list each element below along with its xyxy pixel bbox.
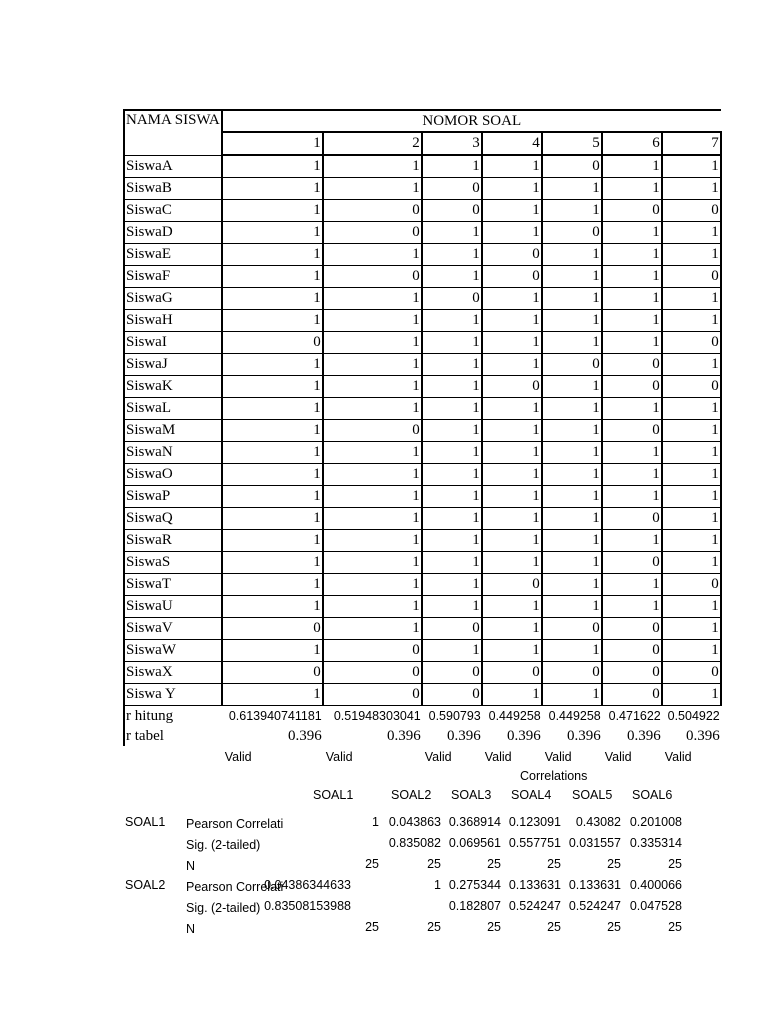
- score-cell: 1: [602, 464, 662, 486]
- correlation-column-header: SOAL2: [391, 788, 432, 802]
- score-cell: 1: [482, 596, 542, 618]
- score-cell: 1: [542, 332, 602, 354]
- student-name: SiswaN: [124, 442, 222, 464]
- score-cell: 1: [602, 332, 662, 354]
- score-cell: 1: [662, 354, 721, 376]
- r-hitung-value: 0.504922: [667, 708, 720, 723]
- score-cell: 1: [662, 596, 721, 618]
- score-cell: 0: [542, 155, 602, 178]
- score-cell: 1: [542, 442, 602, 464]
- correlation-value: 0.133631: [508, 878, 561, 892]
- question-number-header: 1: [222, 132, 323, 155]
- correlation-value: 0.557751: [508, 836, 561, 850]
- score-cell: 0: [602, 200, 662, 222]
- r-tabel-value: 0.396: [507, 727, 541, 744]
- score-cell: 1: [422, 464, 482, 486]
- score-cell: 0: [602, 508, 662, 530]
- score-cell: 0: [422, 618, 482, 640]
- r-tabel-value: 0.396: [567, 727, 601, 744]
- r-hitung-value: 0.449258: [548, 708, 601, 723]
- question-number-header: 6: [602, 132, 662, 155]
- score-cell: 1: [542, 310, 602, 332]
- correlation-value: 0.335314: [629, 836, 682, 850]
- score-cell: 0: [662, 376, 721, 398]
- score-cell: 1: [602, 486, 662, 508]
- score-cell: 0: [222, 618, 323, 640]
- score-cell: 1: [422, 442, 482, 464]
- correlation-value: 0.133631: [568, 878, 621, 892]
- score-cell: 1: [542, 178, 602, 200]
- correlation-stat-label: N: [186, 859, 196, 873]
- student-name: SiswaP: [124, 486, 222, 508]
- score-cell: 1: [422, 596, 482, 618]
- score-cell: 1: [422, 244, 482, 266]
- r-hitung-value: 0.613940741181: [228, 708, 322, 723]
- score-cell: 1: [222, 442, 323, 464]
- score-cell: 0: [662, 662, 721, 684]
- score-cell: 1: [662, 464, 721, 486]
- score-cell: 1: [422, 332, 482, 354]
- correlation-value: 25: [668, 857, 682, 871]
- correlation-column-header: SOAL6: [632, 788, 673, 802]
- score-cell: 1: [422, 376, 482, 398]
- student-name: Siswa Y: [124, 684, 222, 706]
- correlation-value: 25: [365, 857, 379, 871]
- score-cell: 1: [422, 508, 482, 530]
- score-cell: 0: [323, 222, 422, 244]
- r-tabel-value: 0.396: [387, 727, 421, 744]
- score-cell: 0: [602, 420, 662, 442]
- correlation-stat-label: Pearson Correlati: [186, 880, 284, 894]
- r-tabel-value: 0.396: [447, 727, 481, 744]
- correlation-value: 25: [365, 920, 379, 934]
- score-cell: 1: [662, 178, 721, 200]
- question-number-header: 5: [542, 132, 602, 155]
- student-name: SiswaQ: [124, 508, 222, 530]
- score-cell: 1: [602, 178, 662, 200]
- score-cell: 1: [482, 332, 542, 354]
- score-cell: 1: [662, 530, 721, 552]
- validity-status: Valid: [604, 749, 632, 764]
- correlation-value: 25: [487, 920, 501, 934]
- question-number-header: 3: [422, 132, 482, 155]
- score-cell: 1: [662, 684, 721, 706]
- score-cell: 0: [422, 200, 482, 222]
- score-cell: 1: [323, 596, 422, 618]
- correlation-value: 0.83508153988: [264, 899, 351, 913]
- score-cell: 1: [542, 640, 602, 662]
- score-cell: 0: [422, 662, 482, 684]
- score-cell: 1: [222, 552, 323, 574]
- correlation-column-header: SOAL5: [572, 788, 613, 802]
- score-cell: 1: [222, 464, 323, 486]
- r-tabel-value: 0.396: [627, 727, 661, 744]
- score-cell: 1: [602, 244, 662, 266]
- score-cell: 1: [222, 640, 323, 662]
- score-cell: 1: [422, 486, 482, 508]
- score-cell: 1: [323, 574, 422, 596]
- score-cell: 0: [482, 244, 542, 266]
- nomor-soal-header: NOMOR SOAL: [222, 110, 721, 132]
- correlation-variable: SOAL2: [125, 878, 166, 892]
- score-cell: 1: [482, 464, 542, 486]
- score-cell: 1: [222, 530, 323, 552]
- score-cell: 1: [542, 376, 602, 398]
- correlation-value: 0.031557: [568, 836, 621, 850]
- score-cell: 1: [222, 684, 323, 706]
- score-cell: 1: [482, 200, 542, 222]
- score-cell: 1: [482, 310, 542, 332]
- score-cell: 1: [422, 310, 482, 332]
- score-cell: 1: [323, 288, 422, 310]
- student-name: SiswaA: [124, 155, 222, 178]
- score-cell: 1: [542, 244, 602, 266]
- correlation-value: 0.43082: [575, 815, 621, 829]
- validity-status: Valid: [484, 749, 512, 764]
- r-hitung-value: 0.590793: [428, 708, 481, 723]
- score-cell: 0: [662, 332, 721, 354]
- score-cell: 1: [542, 530, 602, 552]
- score-cell: 0: [602, 684, 662, 706]
- score-cell: 0: [482, 266, 542, 288]
- score-cell: 0: [482, 662, 542, 684]
- score-cell: 1: [602, 530, 662, 552]
- student-name: SiswaC: [124, 200, 222, 222]
- validity-status: Valid: [424, 749, 452, 764]
- student-name: SiswaE: [124, 244, 222, 266]
- score-cell: 1: [323, 244, 422, 266]
- score-cell: 0: [542, 618, 602, 640]
- student-name: SiswaK: [124, 376, 222, 398]
- score-cell: 1: [222, 310, 323, 332]
- score-cell: 1: [542, 552, 602, 574]
- correlation-value: 1: [372, 815, 379, 829]
- score-cell: 1: [422, 420, 482, 442]
- score-cell: 1: [323, 178, 422, 200]
- score-cell: 1: [222, 596, 323, 618]
- correlation-column-header: SOAL1: [313, 788, 354, 802]
- score-cell: 1: [422, 266, 482, 288]
- correlation-column-header: SOAL4: [511, 788, 552, 802]
- score-cell: 1: [323, 530, 422, 552]
- score-cell: 1: [323, 464, 422, 486]
- score-cell: 1: [422, 552, 482, 574]
- score-cell: 0: [542, 354, 602, 376]
- score-cell: 1: [323, 398, 422, 420]
- student-name: SiswaB: [124, 178, 222, 200]
- correlations-title: Correlations: [520, 769, 588, 783]
- score-cell: 1: [482, 684, 542, 706]
- r-tabel-value: 0.396: [686, 727, 720, 744]
- score-cell: 1: [222, 376, 323, 398]
- score-cell: 1: [422, 574, 482, 596]
- score-cell: 1: [602, 155, 662, 178]
- student-name: SiswaV: [124, 618, 222, 640]
- correlation-stat-label: N: [186, 922, 196, 936]
- score-cell: 1: [662, 442, 721, 464]
- score-cell: 1: [482, 640, 542, 662]
- correlation-value: 0.182807: [448, 899, 501, 913]
- score-cell: 1: [422, 640, 482, 662]
- correlation-value: 25: [487, 857, 501, 871]
- score-cell: 0: [602, 640, 662, 662]
- score-cell: 1: [662, 618, 721, 640]
- score-cell: 0: [482, 574, 542, 596]
- score-cell: 1: [222, 155, 323, 178]
- score-cell: 1: [422, 530, 482, 552]
- score-cell: 1: [602, 288, 662, 310]
- score-cell: 1: [323, 618, 422, 640]
- correlation-value: 0.069561: [448, 836, 501, 850]
- score-cell: 1: [482, 354, 542, 376]
- validity-status: Valid: [224, 749, 252, 764]
- score-cell: 1: [542, 508, 602, 530]
- score-cell: 1: [482, 618, 542, 640]
- r-hitung-value: 0.449258: [488, 708, 541, 723]
- nama-siswa-header: NAMA SISWA: [124, 110, 222, 155]
- score-cell: 1: [222, 354, 323, 376]
- score-cell: 1: [323, 442, 422, 464]
- score-cell: 1: [482, 508, 542, 530]
- correlation-stat-label: Sig. (2-tailed): [186, 901, 261, 915]
- score-cell: 1: [422, 222, 482, 244]
- score-cell: 1: [482, 420, 542, 442]
- score-cell: 1: [662, 398, 721, 420]
- score-cell: 0: [323, 266, 422, 288]
- score-cell: 0: [222, 332, 323, 354]
- score-cell: 1: [323, 552, 422, 574]
- score-cell: 1: [323, 155, 422, 178]
- student-name: SiswaO: [124, 464, 222, 486]
- score-cell: 0: [602, 662, 662, 684]
- score-cell: 0: [662, 200, 721, 222]
- student-name: SiswaD: [124, 222, 222, 244]
- correlation-value: 0.123091: [508, 815, 561, 829]
- score-cell: 0: [422, 288, 482, 310]
- correlation-value: 25: [607, 920, 621, 934]
- correlation-value: 0.275344: [448, 878, 501, 892]
- correlation-value: 25: [668, 920, 682, 934]
- correlation-value: 25: [427, 920, 441, 934]
- score-cell: 0: [602, 552, 662, 574]
- correlation-value: 0.043863: [388, 815, 441, 829]
- student-name: SiswaI: [124, 332, 222, 354]
- student-name: SiswaR: [124, 530, 222, 552]
- score-cell: 1: [542, 288, 602, 310]
- score-cell: 1: [482, 288, 542, 310]
- correlation-value: 0.047528: [629, 899, 682, 913]
- score-cell: 1: [323, 376, 422, 398]
- score-cell: 1: [222, 574, 323, 596]
- score-cell: 1: [222, 288, 323, 310]
- score-cell: 1: [482, 552, 542, 574]
- correlation-value: 0.04386344633: [264, 878, 351, 892]
- score-cell: 1: [542, 574, 602, 596]
- score-cell: 1: [323, 508, 422, 530]
- score-cell: 1: [542, 596, 602, 618]
- correlation-value: 0.524247: [568, 899, 621, 913]
- score-cell: 1: [222, 398, 323, 420]
- correlation-value: 0.835082: [388, 836, 441, 850]
- score-cell: 0: [222, 662, 323, 684]
- correlation-value: 0.524247: [508, 899, 561, 913]
- student-name: SiswaS: [124, 552, 222, 574]
- score-cell: 0: [422, 178, 482, 200]
- score-cell: 0: [602, 376, 662, 398]
- score-cell: 1: [323, 332, 422, 354]
- score-cell: 1: [602, 596, 662, 618]
- r-hitung-value: 0.471622: [608, 708, 661, 723]
- r-hitung-value: 0.51948303041: [333, 708, 421, 723]
- correlation-column-header: SOAL3: [451, 788, 492, 802]
- score-cell: 0: [422, 684, 482, 706]
- r-tabel-value: 0.396: [288, 727, 322, 744]
- correlation-value: 25: [607, 857, 621, 871]
- correlation-variable: SOAL1: [125, 815, 166, 829]
- correlation-stat-label: Pearson Correlati: [186, 817, 284, 831]
- score-cell: 1: [222, 244, 323, 266]
- score-cell: 1: [222, 178, 323, 200]
- score-cell: 1: [662, 288, 721, 310]
- score-cell: 1: [602, 398, 662, 420]
- student-name: SiswaF: [124, 266, 222, 288]
- correlation-stat-label: Sig. (2-tailed): [186, 838, 261, 852]
- score-cell: 1: [482, 222, 542, 244]
- score-cell: 1: [222, 508, 323, 530]
- score-cell: 1: [323, 486, 422, 508]
- score-cell: 1: [542, 266, 602, 288]
- score-cell: 1: [662, 486, 721, 508]
- score-cell: 1: [542, 420, 602, 442]
- score-cell: 1: [662, 640, 721, 662]
- score-cell: 1: [222, 266, 323, 288]
- score-cell: 1: [482, 486, 542, 508]
- score-cell: 1: [542, 684, 602, 706]
- student-name: SiswaG: [124, 288, 222, 310]
- score-cell: 1: [323, 354, 422, 376]
- student-name: SiswaH: [124, 310, 222, 332]
- score-cell: 1: [482, 155, 542, 178]
- score-cell: 0: [323, 662, 422, 684]
- score-cell: 0: [323, 640, 422, 662]
- score-cell: 1: [602, 574, 662, 596]
- score-cell: 1: [662, 310, 721, 332]
- score-cell: 1: [662, 508, 721, 530]
- score-cell: 1: [482, 398, 542, 420]
- validity-status: Valid: [325, 749, 353, 764]
- correlation-value: 0.400066: [629, 878, 682, 892]
- correlation-value: 25: [547, 920, 561, 934]
- score-cell: 1: [602, 222, 662, 244]
- correlation-value: 25: [547, 857, 561, 871]
- score-cell: 1: [602, 266, 662, 288]
- score-cell: 1: [542, 398, 602, 420]
- student-name: SiswaJ: [124, 354, 222, 376]
- correlation-value: 0.368914: [448, 815, 501, 829]
- validity-status: Valid: [544, 749, 572, 764]
- score-cell: 1: [662, 552, 721, 574]
- score-cell: 1: [222, 222, 323, 244]
- student-name: SiswaT: [124, 574, 222, 596]
- score-cell: 1: [482, 530, 542, 552]
- student-name: SiswaU: [124, 596, 222, 618]
- score-cell: 1: [602, 310, 662, 332]
- score-cell: 0: [662, 266, 721, 288]
- student-name: SiswaW: [124, 640, 222, 662]
- score-cell: 1: [222, 420, 323, 442]
- score-cell: 0: [542, 222, 602, 244]
- correlation-value: 1: [434, 878, 441, 892]
- score-cell: 0: [602, 354, 662, 376]
- score-cell: 0: [482, 376, 542, 398]
- score-cell: 1: [602, 442, 662, 464]
- r-tabel-label: r tabel: [124, 726, 222, 746]
- score-cell: 1: [482, 178, 542, 200]
- score-cell: 1: [222, 486, 323, 508]
- correlation-value: 0.201008: [629, 815, 682, 829]
- score-cell: 0: [602, 618, 662, 640]
- student-name: SiswaX: [124, 662, 222, 684]
- score-cell: 0: [662, 574, 721, 596]
- score-cell: 0: [323, 200, 422, 222]
- question-number-header: 7: [662, 132, 721, 155]
- score-cell: 1: [323, 310, 422, 332]
- question-number-header: 4: [482, 132, 542, 155]
- score-cell: 1: [542, 464, 602, 486]
- score-cell: 1: [482, 442, 542, 464]
- score-cell: 1: [662, 244, 721, 266]
- score-cell: 0: [323, 420, 422, 442]
- correlation-value: 25: [427, 857, 441, 871]
- score-cell: 1: [542, 200, 602, 222]
- score-cell: 1: [662, 155, 721, 178]
- question-number-header: 2: [323, 132, 422, 155]
- score-cell: 1: [422, 398, 482, 420]
- student-name: SiswaM: [124, 420, 222, 442]
- score-cell: 0: [542, 662, 602, 684]
- student-name: SiswaL: [124, 398, 222, 420]
- score-cell: 0: [323, 684, 422, 706]
- r-hitung-label: r hitung: [124, 706, 222, 727]
- score-cell: 1: [662, 222, 721, 244]
- score-cell: 1: [662, 420, 721, 442]
- score-cell: 1: [222, 200, 323, 222]
- score-cell: 1: [542, 486, 602, 508]
- validity-status: Valid: [664, 749, 692, 764]
- score-cell: 1: [422, 354, 482, 376]
- score-cell: 1: [422, 155, 482, 178]
